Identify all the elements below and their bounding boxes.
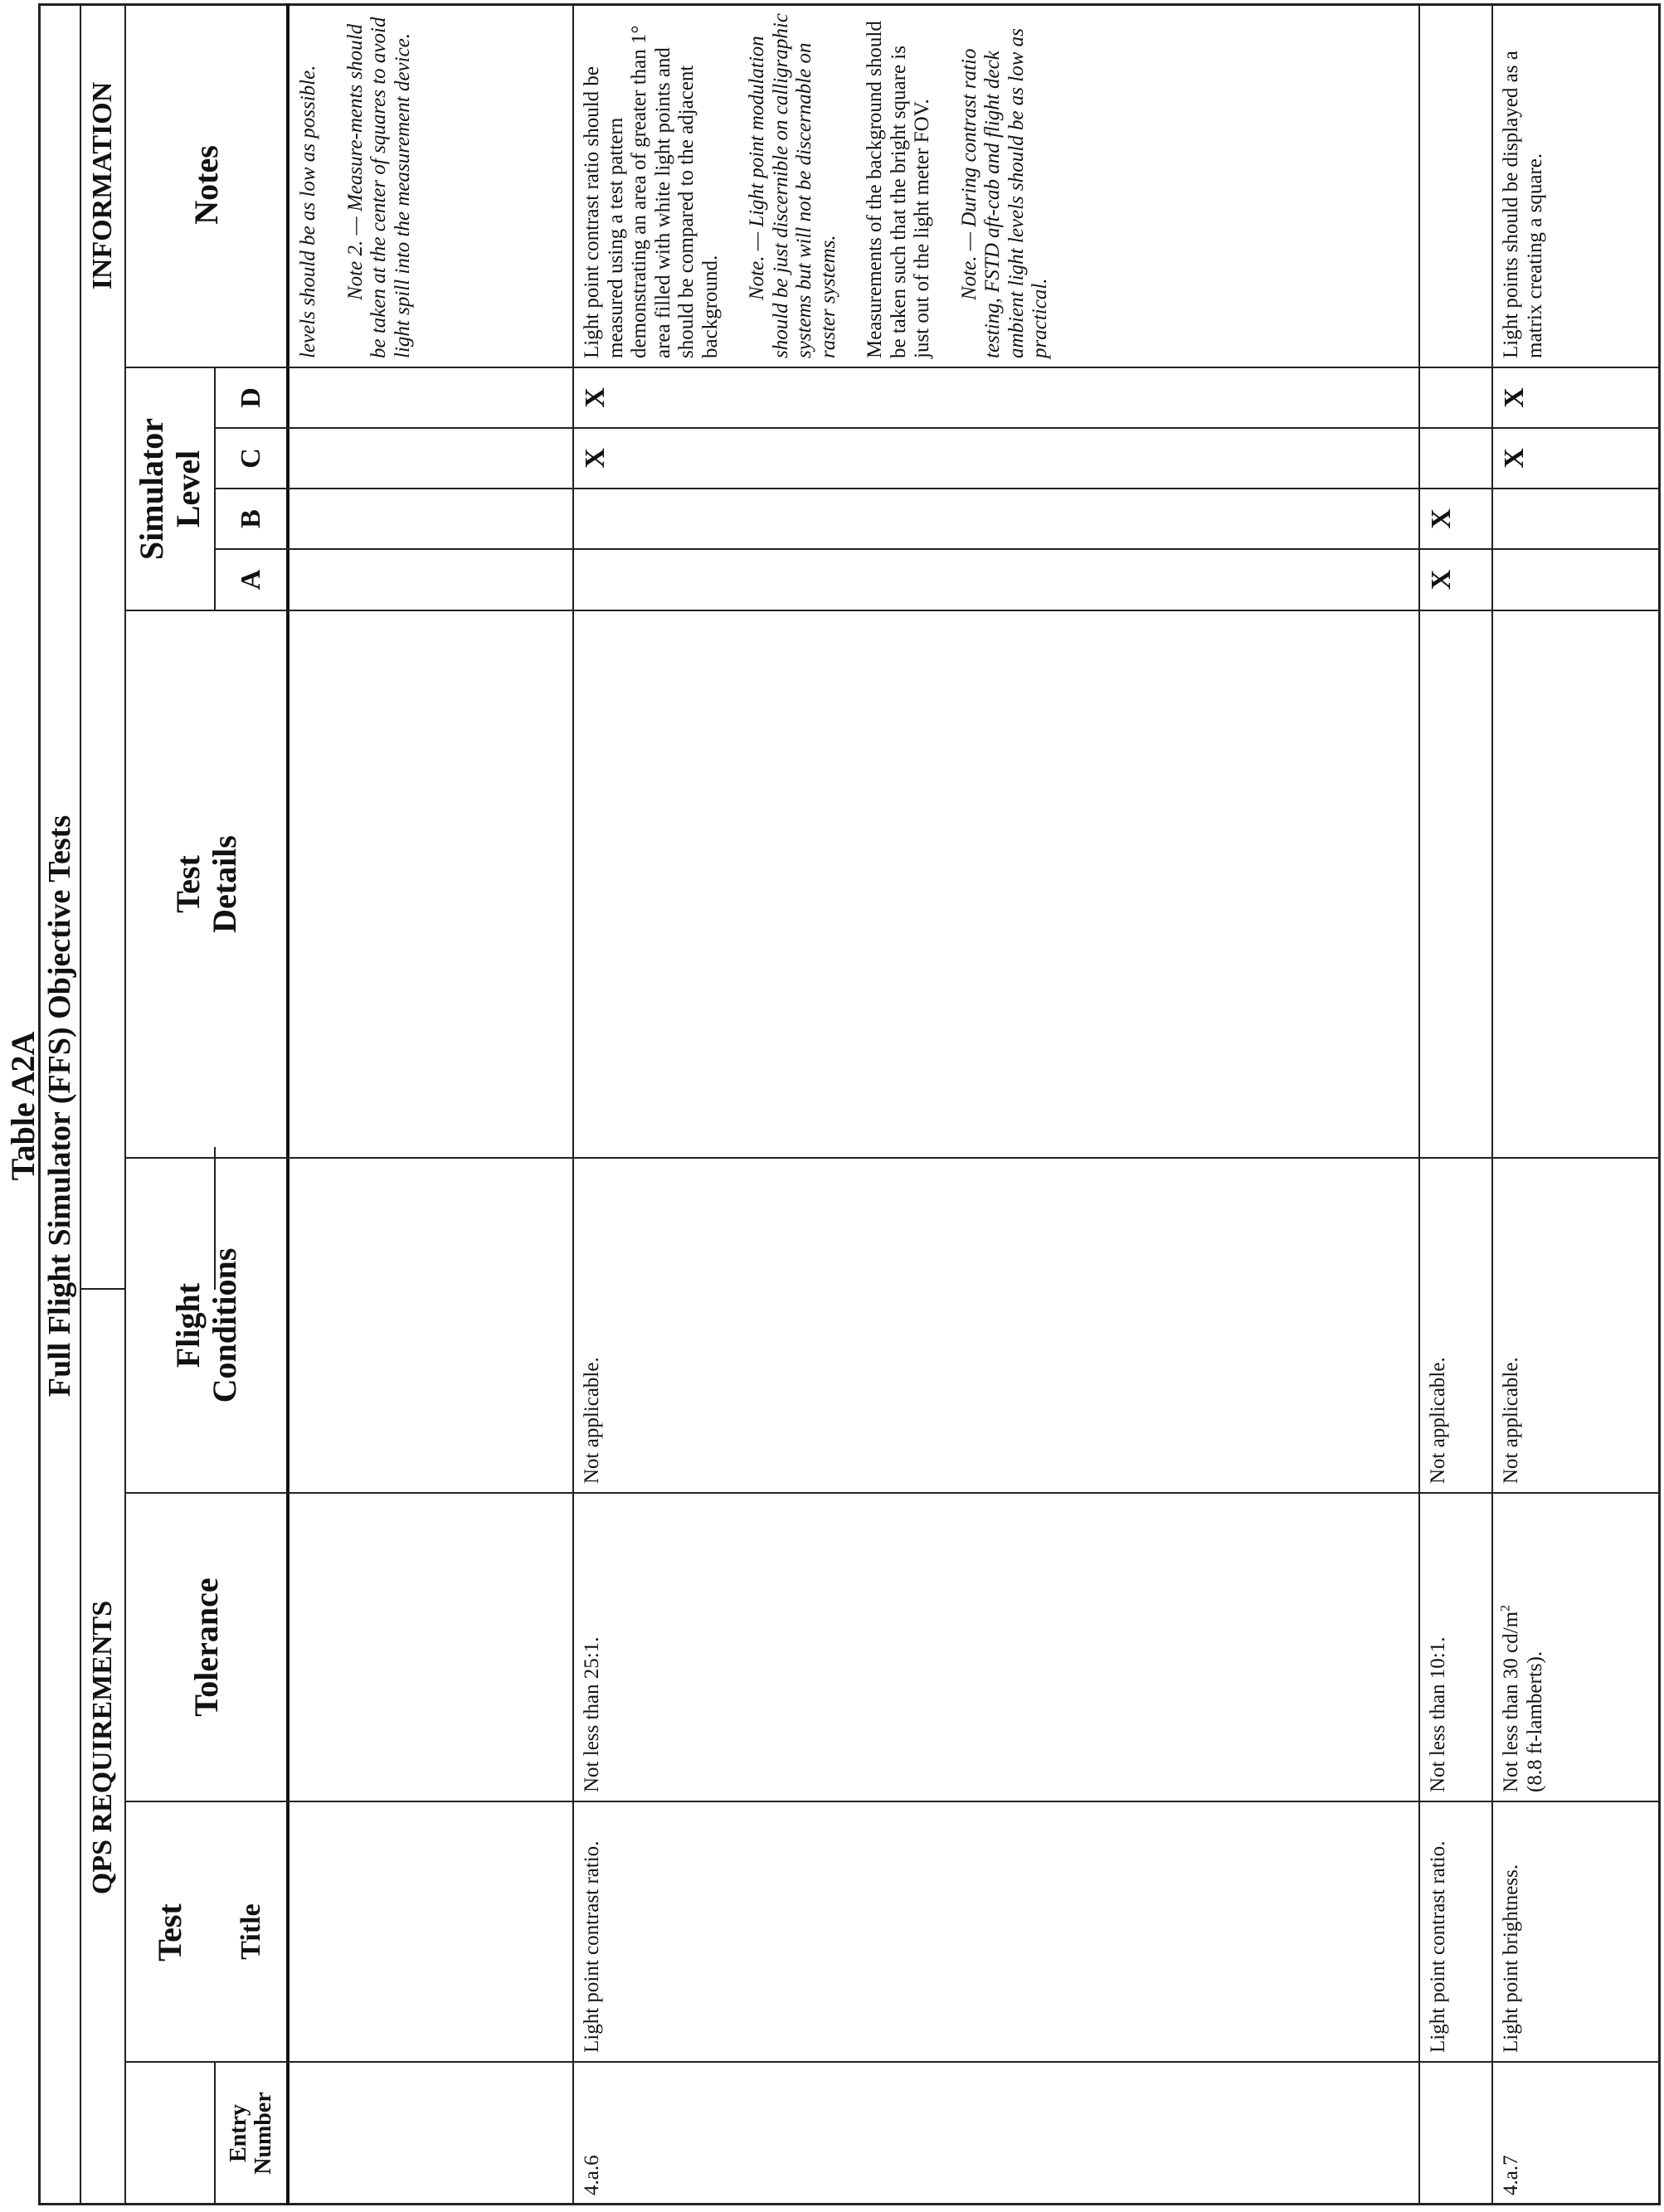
table-label: Table A2A bbox=[4, 1031, 41, 1181]
flight-conditions-value: Not applicable. bbox=[581, 1357, 603, 1484]
simulator-level-header: Simulator Level bbox=[133, 417, 207, 561]
entry-number: 4.a.6 bbox=[581, 2155, 603, 2195]
table-row-notes: Light point contrast ratio should be measured using a test pattern demonstrating an area of greater than 1° area filled with white light points and should be compared to the adjacent background. Note. — Light point modulation should be just discernible on calligraphic systems but will not be discernable on raster systems. Measurements of the background should be taken such that the bright square is just out of the light meter FOV. Note. — During contrast ratio testing, FSTD aft-cab and flight deck ambient light levels should be as low as practical. bbox=[581, 13, 1051, 358]
qps-requirements-header: QPS REQUIREMENTS bbox=[87, 1600, 118, 1895]
level-d-header: D bbox=[235, 387, 266, 408]
table-title: Full Flight Simulator (FFS) Objective Tests bbox=[42, 814, 77, 1398]
test-title: Light point brightness. bbox=[1500, 1864, 1522, 2053]
level-b-mark: X bbox=[1426, 508, 1457, 529]
level-c-mark: X bbox=[1499, 448, 1530, 469]
entry-number: 4.a.7 bbox=[1500, 2155, 1522, 2195]
test-title: Light point contrast ratio. bbox=[1427, 1840, 1449, 2053]
flight-conditions-value: Not applicable. bbox=[1427, 1357, 1449, 1484]
tolerance-header: Tolerance bbox=[187, 1578, 225, 1717]
flight-conditions-header: Flight Conditions bbox=[168, 1247, 243, 1403]
title-header: Title bbox=[235, 1903, 266, 1960]
test-header: Test bbox=[151, 1903, 188, 1962]
tolerance-value: Not less than 30 $cd/m^2$ (8.8 ft-lamberts). bbox=[1498, 1604, 1546, 1792]
level-a-mark: X bbox=[1426, 569, 1457, 591]
flight-conditions-value: Not applicable. bbox=[1500, 1357, 1522, 1484]
level-c-header: C bbox=[235, 448, 266, 469]
level-d-mark: X bbox=[1499, 387, 1530, 408]
level-a-header: A bbox=[235, 569, 266, 591]
entry-number-header: Entry Number bbox=[225, 2092, 276, 2175]
level-c-mark: X bbox=[580, 448, 611, 469]
level-d-mark: X bbox=[580, 387, 611, 408]
notes-header: Notes bbox=[187, 145, 225, 225]
information-header: INFORMATION bbox=[87, 81, 118, 290]
level-b-header: B bbox=[235, 509, 266, 528]
table-row-notes: Light points should be displayed as a matrix creating a square. bbox=[1500, 51, 1546, 358]
test-title: Light point contrast ratio. bbox=[581, 1840, 603, 2053]
test-details-header: Test Details bbox=[168, 835, 243, 933]
table-row-notes: levels should be as low as possible. Note 2. — Measure-ments should be taken at the center of squares to avoid light spill into the measurement device. bbox=[297, 17, 414, 358]
tolerance-value: Not less than 25:1. bbox=[581, 1636, 603, 1792]
tolerance-value: Not less than 10:1. bbox=[1427, 1636, 1449, 1792]
